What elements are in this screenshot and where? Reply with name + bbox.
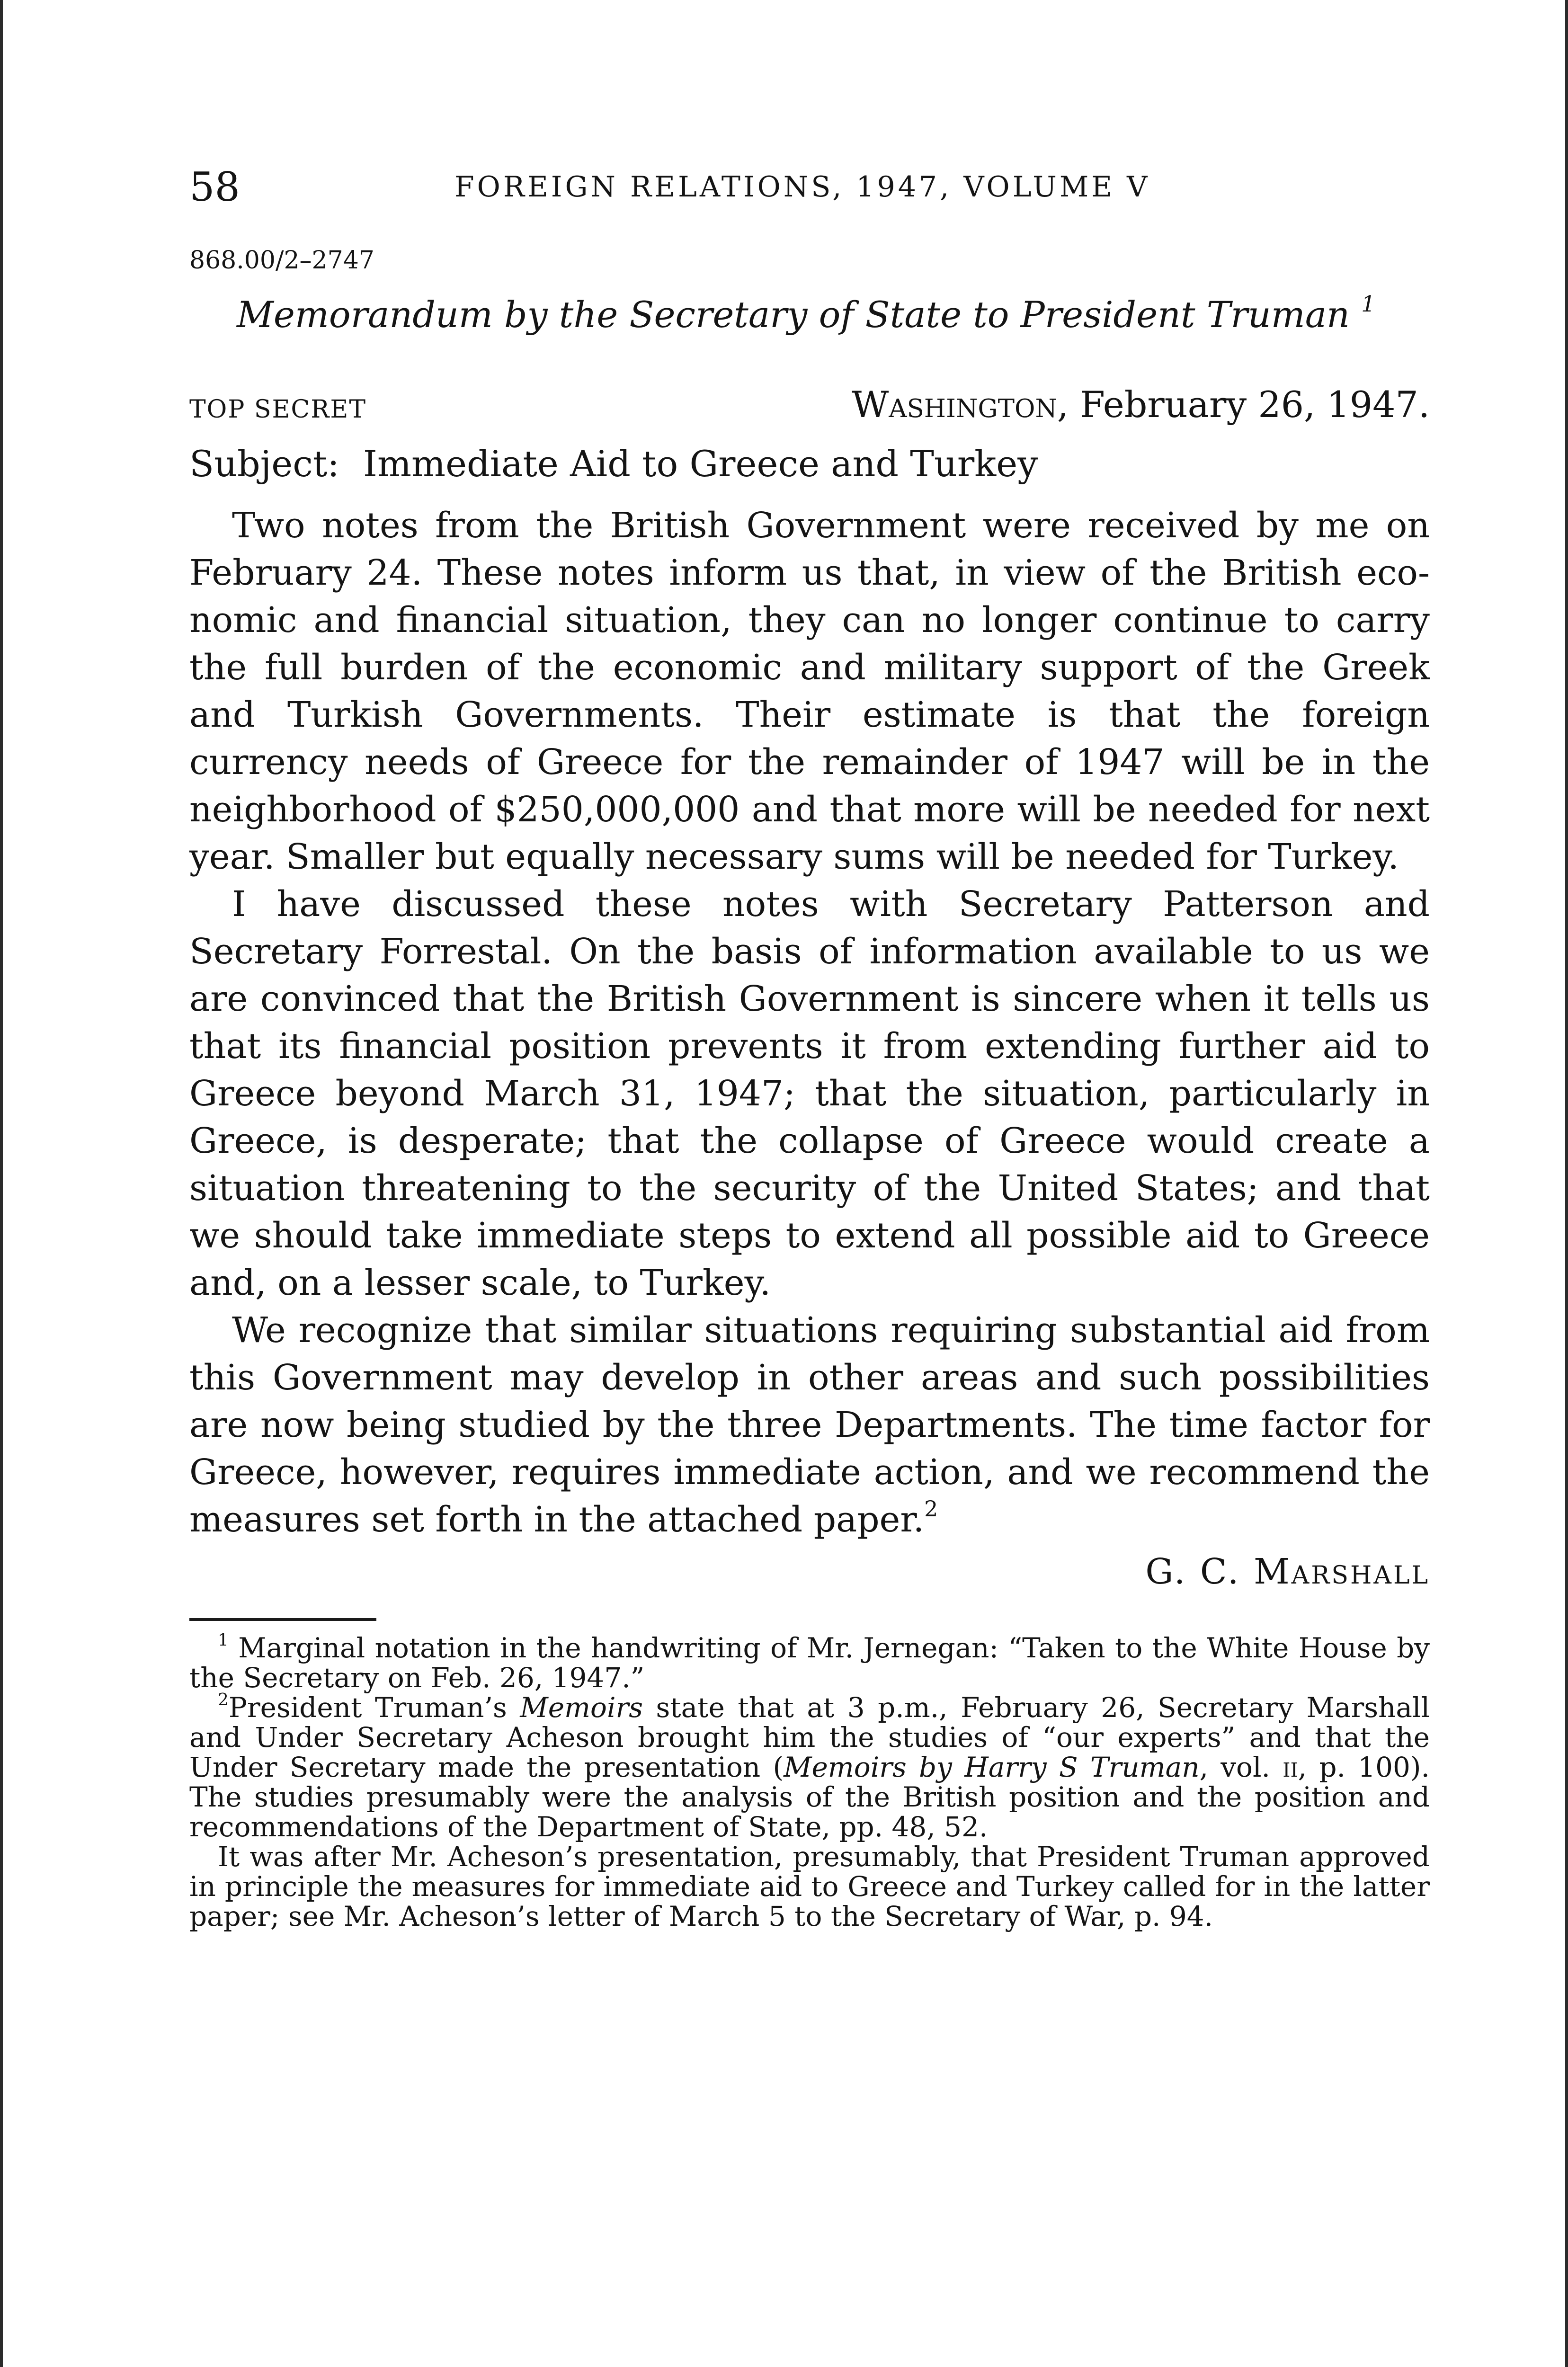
footnote-text: , vol. — [1199, 1751, 1283, 1783]
dateline-place: Washington — [852, 383, 1057, 426]
footnote-text: Marginal notation in the handwriting of Mr. Jernegan: “Taken to the White House by the Secretary on Feb. 26, 1947.” — [189, 1632, 1430, 1694]
subject-text: Immediate Aid to Greece and Turkey — [363, 443, 1038, 485]
signature: G. C. Marshall — [1145, 1551, 1430, 1592]
footnote-volume: ii — [1283, 1751, 1298, 1783]
footnote-2-continuation: It was after Mr. Acheson’s presentation, presumably, that President Truman approved in principle the measures for immediate aid to Greece and Turkey called for in the latter paper; see Mr. Acheson’s letter of March 5 to the Secretary of War, p. 94. — [189, 1841, 1430, 1932]
document-title-text: Memorandum by the Secretary of State to President Truman — [237, 294, 1350, 336]
paragraph: I have discussed these notes with Secretary Patterson and Secretary Forrestal. On the basis of information available to us we are convinced that the British Government is sincere when it tells us that its financial position prevents it from extending further aid to Greece beyond March 31, 1947; that the situation, particularly in Greece, is desperate; that the collapse of Greece would create a situation threatening to the security of the United States; and that we should take immediate steps to extend all possible aid to Greece and, on a lesser scale, to Turkey. — [189, 884, 1430, 1303]
footnote-text: state that at 3 p.m., February 26, Secretary Marshall and Under Secretary Acheson brought him the studies of “our experts” and that the Under Secretary made the presentation ( — [189, 1691, 1430, 1783]
footnote-text: President Truman’s — [228, 1691, 520, 1724]
footnote-divider — [189, 1618, 376, 1621]
dateline — [838, 379, 1430, 431]
page-header — [189, 161, 1430, 213]
memo-body — [189, 502, 1430, 1543]
scan-edge-right — [1565, 0, 1568, 2367]
paragraph-text: We recognize that similar situations requiring substantial aid from this Government may develop in other areas and such possibilities are now being studied by the three Departments. The time factor for Greece, however, requires immediate action, and we recommend the measures set forth in the attached paper. — [189, 1310, 1430, 1540]
footnote-text: , p. 100). The studies presumably were the analysis of the British position and the position and recommendations of the Department of State, pp. 48, 52. — [189, 1751, 1430, 1843]
footnote-marker: 1 — [218, 1630, 229, 1650]
subject-label: Subject: — [189, 443, 339, 485]
footnote-2 — [189, 1690, 1430, 1843]
footnotes — [189, 1630, 1430, 1932]
footnote-ref-1: 1 — [1361, 291, 1376, 318]
dateline-date: , February 26, 1947. — [1057, 383, 1430, 426]
file-number: 868.00/2–2747 — [189, 246, 374, 275]
subject-line — [189, 438, 1038, 490]
running-head: FOREIGN RELATIONS, 1947, VOLUME V — [454, 170, 1150, 204]
footnote-marker: 2 — [218, 1690, 229, 1709]
document-title — [237, 289, 1375, 341]
footnote-italic: Memoirs by Harry S Truman — [784, 1751, 1200, 1783]
footnote-italic: Memoirs — [520, 1691, 643, 1724]
page-number: 58 — [189, 164, 240, 210]
scan-edge-left — [0, 0, 3, 2367]
paragraph — [189, 1307, 1430, 1543]
classification-label: TOP SECRET — [189, 395, 366, 424]
footnote-1 — [189, 1630, 1430, 1694]
footnote-ref-2: 2 — [924, 1495, 938, 1522]
paragraph: Two notes from the British Government were received by me on February 24. These notes inform us that, in view of the British economic and financial situation, they can no longer continue to carry the full burden of the economic and military support of the Greek and Turkish Governments. Their estimate is that the foreign currency needs of Greece for the remainder of 1947 will be in the neighborhood of $250,000,000 and that more will be needed for next year. Smaller but equally necessary sums will be needed for Turkey. — [189, 505, 1430, 877]
